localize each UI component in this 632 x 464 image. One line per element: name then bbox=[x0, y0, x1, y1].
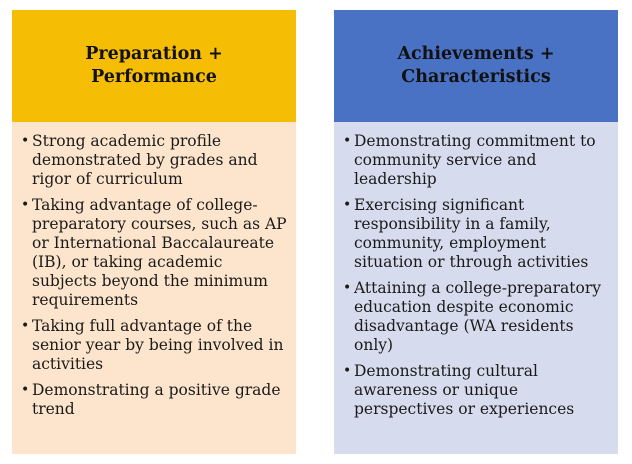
bullet-icon: • bbox=[343, 133, 352, 149]
bullet-list bbox=[21, 132, 288, 419]
list-item bbox=[343, 362, 610, 419]
list-item-text: Taking advantage of college-preparatory courses, such as AP or International Baccalaureate (IB), or taking academic subjects beyond the minimum requirements bbox=[32, 196, 287, 309]
bullet-icon: • bbox=[21, 318, 30, 334]
bullet-icon: • bbox=[21, 133, 30, 149]
bullet-icon: • bbox=[343, 197, 352, 213]
list-item bbox=[21, 132, 288, 189]
list-item bbox=[343, 279, 610, 355]
list-item bbox=[343, 132, 610, 189]
list-item-text: Exercising significant responsibility in a family, community, employment situation or through activities bbox=[354, 196, 589, 271]
list-item-text: Demonstrating commitment to community service and leadership bbox=[354, 132, 596, 188]
bullet-icon: • bbox=[21, 382, 30, 398]
panel-header bbox=[12, 10, 296, 122]
panel-header bbox=[334, 10, 618, 122]
list-item-text: Demonstrating cultural awareness or unique perspectives or experiences bbox=[354, 362, 575, 418]
list-item bbox=[21, 317, 288, 374]
preparation-performance-panel bbox=[12, 10, 296, 454]
panel-body bbox=[12, 122, 296, 454]
panel-title: Preparation + Performance bbox=[85, 44, 223, 87]
list-item-text: Taking full advantage of the senior year by being involved in activities bbox=[32, 317, 284, 373]
list-item bbox=[21, 381, 288, 419]
list-item-text: Attaining a college-preparatory education despite economic disadvantage (WA residents only) bbox=[354, 279, 601, 354]
panel-body bbox=[334, 122, 618, 454]
list-item bbox=[343, 196, 610, 272]
bullet-icon: • bbox=[21, 197, 30, 213]
list-item bbox=[21, 196, 288, 310]
achievements-characteristics-panel bbox=[334, 10, 618, 454]
bullet-list bbox=[343, 132, 610, 419]
list-item-text: Strong academic profile demonstrated by grades and rigor of curriculum bbox=[32, 132, 258, 188]
list-item-text: Demonstrating a positive grade trend bbox=[32, 381, 281, 418]
bullet-icon: • bbox=[343, 363, 352, 379]
panel-title: Achievements + Characteristics bbox=[397, 44, 555, 87]
bullet-icon: • bbox=[343, 280, 352, 296]
